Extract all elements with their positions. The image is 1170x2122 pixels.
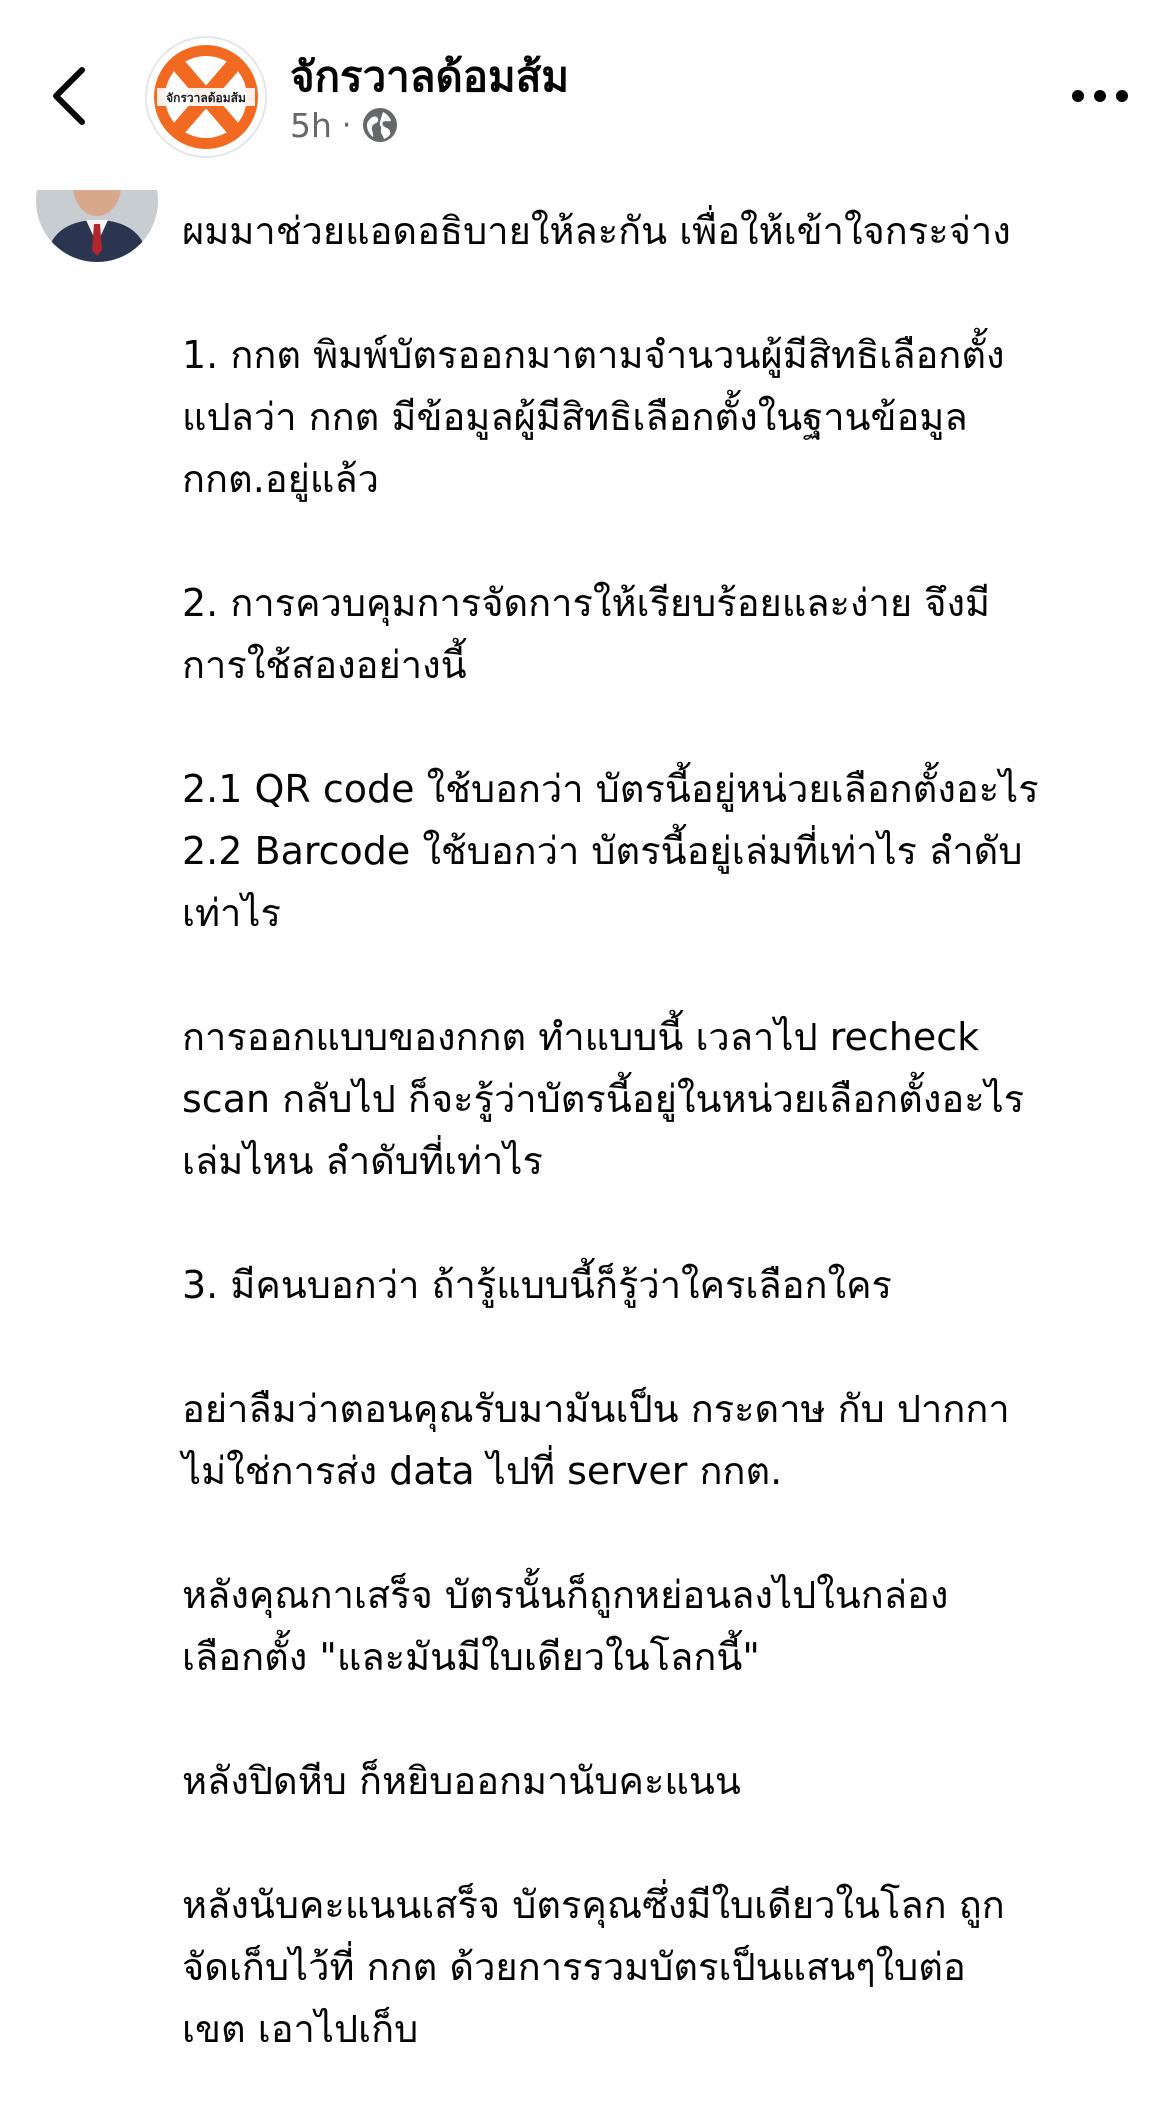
post-paragraph: หลังคุณกาเสร็จ บัตรนั้นก็ถูกหย่อนลงไปในกล่อง เลือกตั้ง "และมันมีใบเดียวในโลกนี้" [182,1573,949,1679]
post-meta [290,104,399,146]
logo-text: จักรวาลด้อมส้ม [166,91,246,105]
more-horizontal-icon [1070,78,1130,114]
back-button[interactable] [40,60,100,132]
post-paragraph: การออกแบบของกกต ทำแบบนี้ เวลาไป recheck scan กลับไป ก็จะรู้ว่าบัตรนี้อยู่ในหน่วยเลือกตั้งอะไร เล่มไหน ลำดับที่เท่าไร [182,1015,1025,1183]
more-options-button[interactable] [1070,78,1130,114]
chevron-left-icon [40,60,100,132]
globe-icon [361,106,399,144]
post-paragraph: 2.1 QR code ใช้บอกว่า บัตรนี้อยู่หน่วยเลือกตั้งอะไร 2.2 Barcode ใช้บอกว่า บัตรนี้อยู่เล่มที่เท่าไร ลำดับ เท่าไร [182,767,1039,935]
post-header [0,0,1170,190]
post-paragraph: 2. การควบคุมการจัดการให้เรียบร้อยและง่าย จึงมี การใช้สองอย่างนี้ [182,581,991,687]
post-paragraph: หลังนับคะแนนเสร็จ บัตรคุณซึ่งมีใบเดียวในโลก ถูก จัดเก็บไว้ที่ กกต ด้วยการรวมบัตรเป็นแสนๆใบต่อ เขต เอาไปเก็บ [182,1883,1005,2051]
page-avatar[interactable] [145,36,267,158]
post-paragraph: 1. กกต พิมพ์บัตรออกมาตามจำนวนผู้มีสิทธิเลือกตั้ง แปลว่า กกต มีข้อมูลผู้มีสิทธิเลือกตั้งในฐานข้อมูล กกต.อยู่แล้ว [182,333,1005,501]
post-paragraph: ผมมาช่วยแอดอธิบายให้ละกัน เพื่อให้เข้าใจกระจ่าง [182,209,1011,253]
page-logo [147,38,265,156]
post-text [182,200,1142,2122]
meta-separator: · [341,107,352,143]
post-paragraph: อย่าลืมว่าตอนคุณรับมามันเป็น กระดาษ กับ ปากกา ไม่ใช่การส่ง data ไปที่ server กกต. [182,1387,1010,1493]
post-paragraph: 3. มีคนบอกว่า ถ้ารู้แบบนี้ก็รู้ว่าใครเลือกใคร [182,1263,892,1307]
post-time[interactable]: 5h [290,105,332,145]
page-name[interactable]: จักรวาลด้อมส้ม [290,52,570,101]
post-paragraph: หลังปิดหีบ ก็หยิบออกมานับคะแนน [182,1759,741,1803]
